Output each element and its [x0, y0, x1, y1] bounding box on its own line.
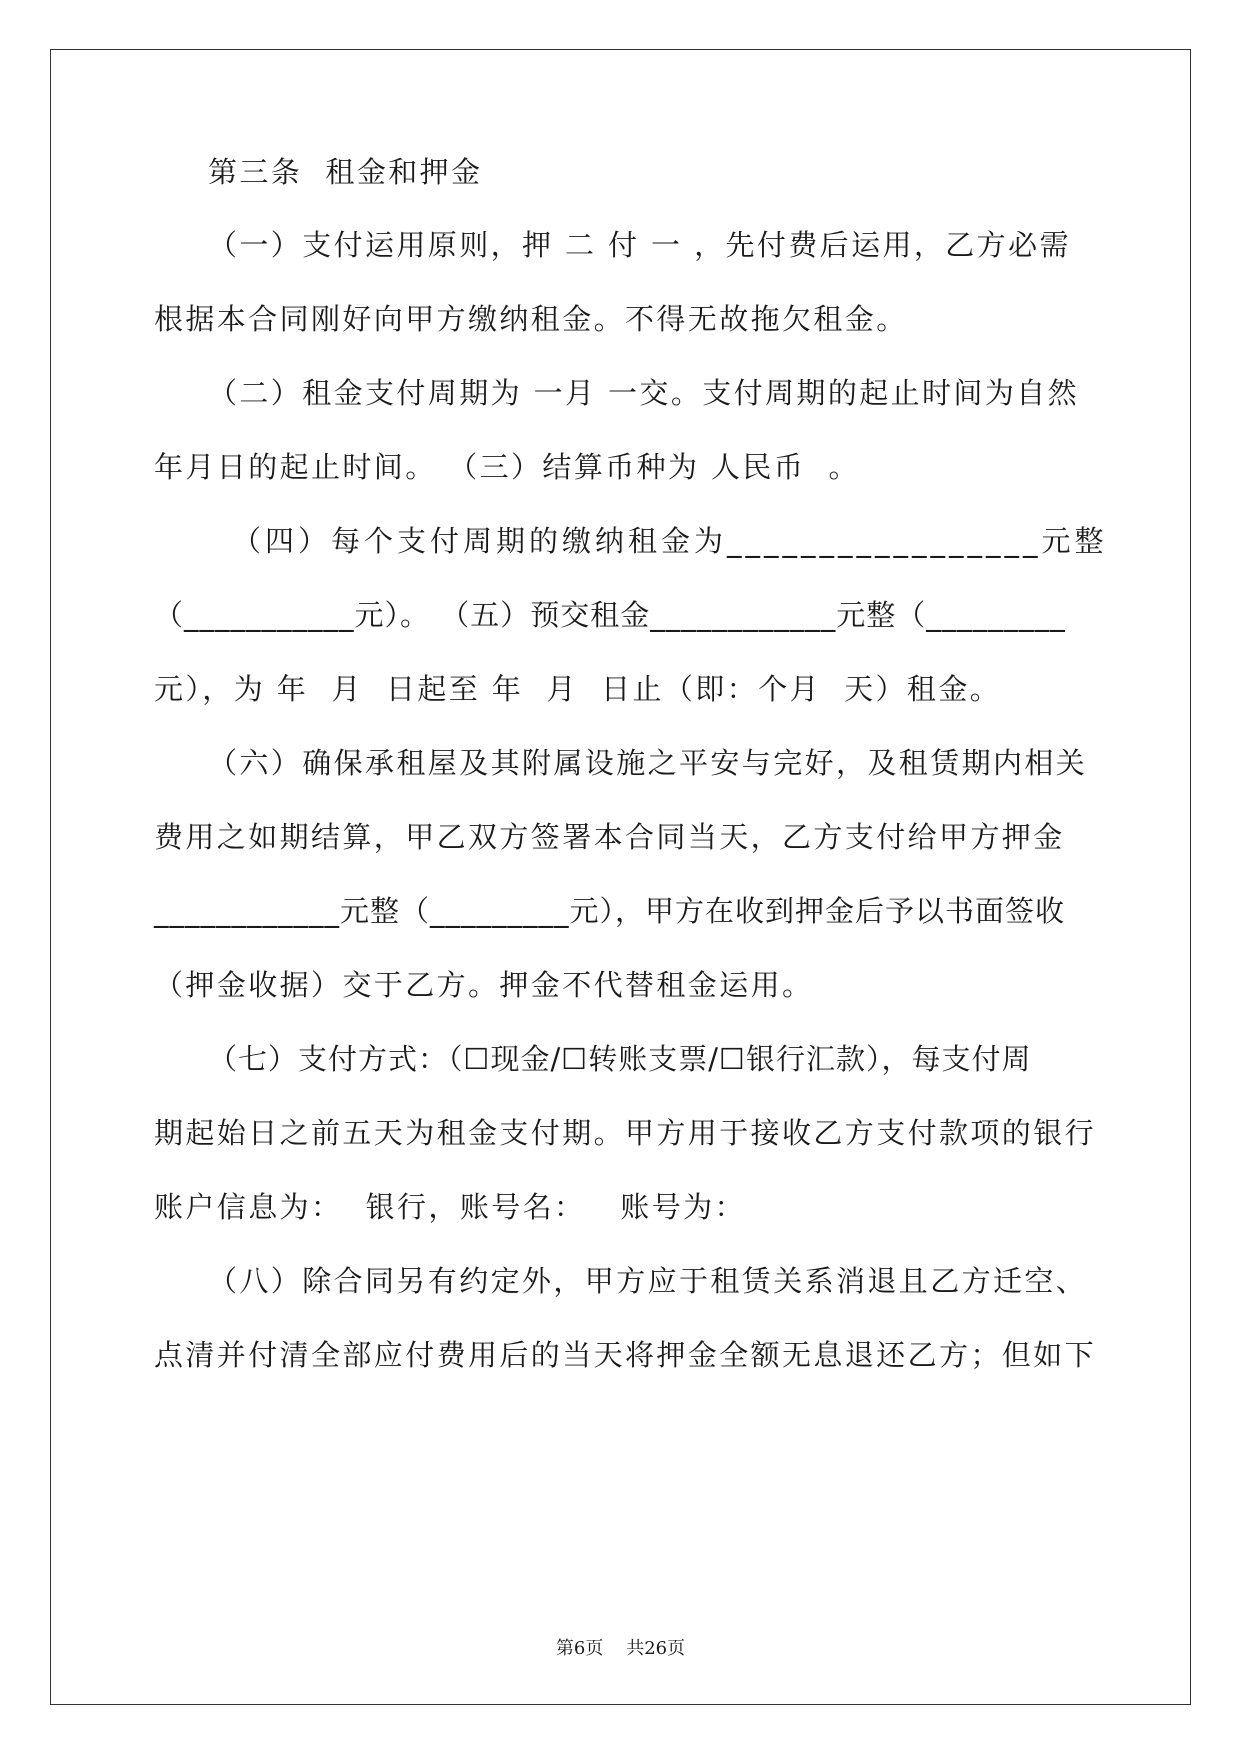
paragraph-line: 点清并付清全部应付费用后的当天将押金全额无息退还乙方；但如下	[154, 1338, 1097, 1372]
paragraph-line: 年月日的起止时间。 （三）结算币种为 人民币 。	[154, 450, 860, 484]
paragraph-line: （六）确保承租屋及其附属设施之平安与完好，及租赁期内相关	[208, 746, 1088, 780]
paragraph-line: （一）支付运用原则，押 二 付 一 ，先付费后运用，乙方必需	[208, 228, 1071, 262]
paragraph-line: ____________元整（_________元），甲方在收到押金后予以书面签收	[154, 894, 1066, 928]
paragraph-line: 期起始日之前五天为租金支付期。甲方用于接收乙方支付款项的银行	[154, 1116, 1097, 1150]
paragraph-line: （四）每个支付周期的缴纳租金为_________________元整	[232, 524, 1108, 558]
paragraph-line: （七）支付方式：（☐现金/☐转账支票/☐银行汇款），每支付周	[208, 1042, 1032, 1076]
article-heading: 第三条 租金和押金	[208, 155, 483, 189]
page-border	[50, 49, 1191, 1705]
paragraph-line: 元），为 年 月 日起至 年 月 日止（即：个月 天）租金。	[154, 672, 1002, 706]
paragraph-line: 根据本合同刚好向甲方缴纳租金。不得无故拖欠租金。	[154, 302, 908, 336]
paragraph-line: （八）除合同另有约定外，甲方应于租赁关系消退且乙方迁空、	[208, 1264, 1088, 1298]
paragraph-line: 费用之如期结算，甲乙双方签署本合同当天，乙方支付给甲方押金	[154, 820, 1065, 854]
paragraph-line: （押金收据）交于乙方。押金不代替租金运用。	[154, 968, 814, 1002]
paragraph-line: （二）租金支付周期为 一月 一交。支付周期的起止时间为自然	[208, 376, 1080, 410]
paragraph-line: （___________元）。 （五）预交租金____________元整（_________	[154, 598, 1066, 632]
page-number-footer: 第6页 共26页	[555, 1638, 686, 1659]
paragraph-line: 账户信息为： 银行，账号名： 账号为：	[154, 1190, 746, 1224]
